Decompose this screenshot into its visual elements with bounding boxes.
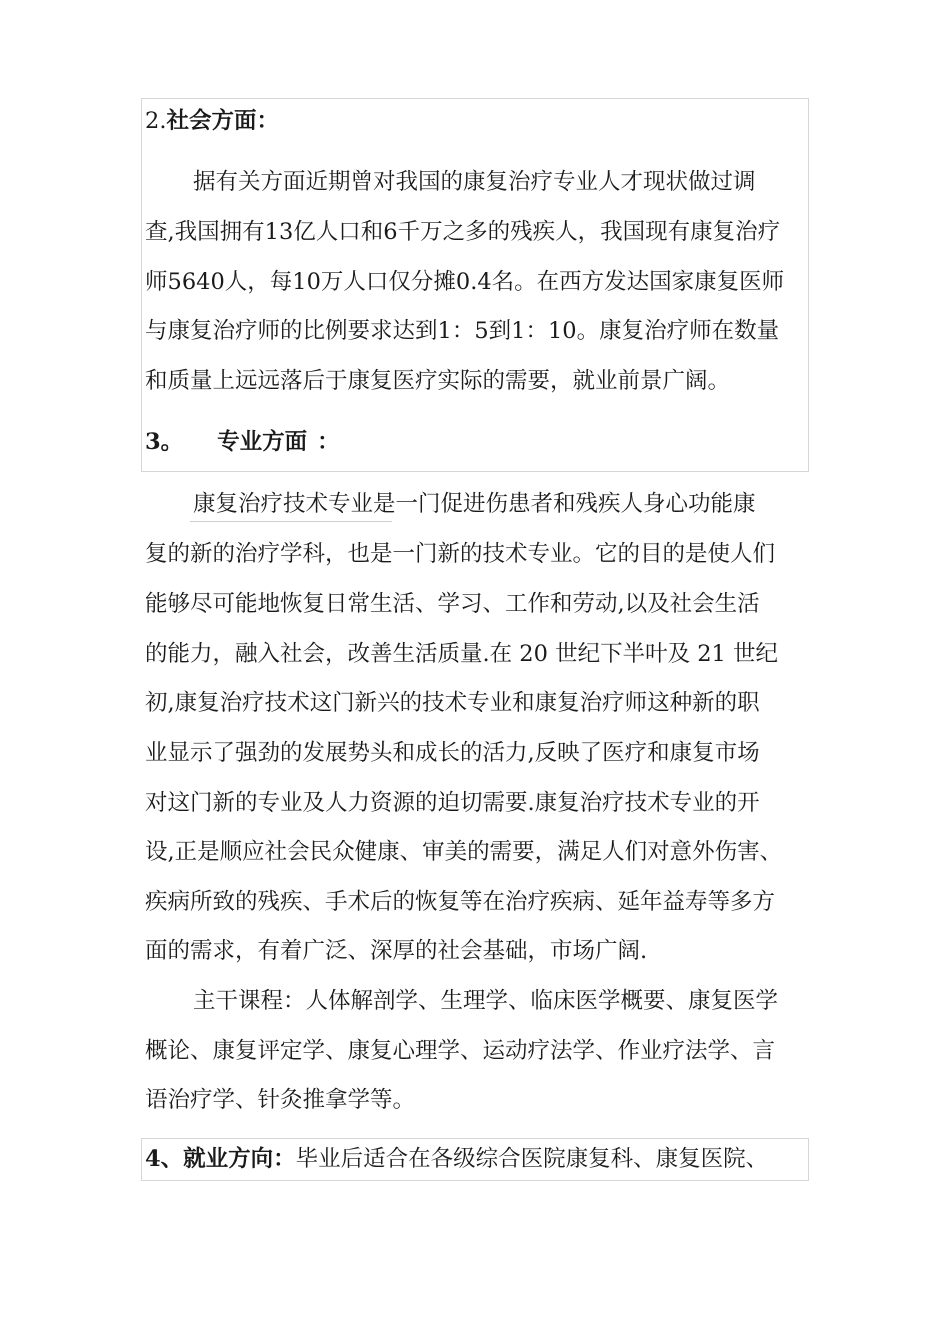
text-underline-fragment [190,521,392,522]
section3-title: 专业方面 [217,429,308,455]
section3-line: 业显示了强劲的发展势头和成长的活力,反映了医疗和康复市场 [145,740,760,766]
section4-text: 毕业后适合在各级综合医院康复科、康复医院、 [295,1146,769,1172]
section3-number: 3。 [145,429,184,455]
courses-line: 主干课程：人体解剖学、生理学、临床医学概要、康复医学 [193,988,779,1014]
section3-line: 能够尽可能地恢复日常生活、学习、工作和劳动,以及社会生活 [145,591,760,617]
section2-line: 和质量上远远落后于康复医疗实际的需要，就业前景广阔。 [145,368,731,394]
section2-line: 与康复治疗师的比例要求达到1：5到1：10。康复治疗师在数量 [145,318,780,344]
courses-line: 概论、康复评定学、康复心理学、运动疗法学、作业疗法学、言 [145,1038,776,1064]
section3-line: 面的需求，有着广泛、深厚的社会基础，市场广阔. [145,938,648,964]
section3-line: 复的新的治疗学科，也是一门新的技术专业。它的目的是使人们 [145,541,776,567]
section3-heading [145,426,340,458]
section2-line: 查,我国拥有13亿人口和6千万之多的残疾人，我国现有康复治疗 [145,219,781,245]
section4-line [145,1143,768,1175]
section2-line: 据有关方面近期曾对我国的康复治疗专业人才现状做过调 [193,169,756,195]
section2-heading [145,105,279,137]
section3-colon: ： [317,429,340,455]
section2-number: 2. [145,108,167,134]
courses-line: 语治疗学、针灸推拿学等。 [145,1087,416,1113]
section3-line: 设,正是顺应社会民众健康、审美的需要，满足人们对意外伤害、 [145,839,783,865]
section2-line: 师5640人，每10万人口仅分摊0.4名。在西方发达国家康复医师 [145,269,785,295]
section3-line: 对这门新的专业及人力资源的迫切需要.康复治疗技术专业的开 [145,790,760,816]
section3-line: 的能力，融入社会，改善生活质量.在 20 世纪下半叶及 21 世纪 [145,641,779,667]
section4-title: 4、就业方向： [145,1146,296,1172]
section3-line: 康复治疗技术专业是一门促进伤患者和残疾人身心功能康 [193,491,756,517]
section3-line: 疾病所致的残疾、手术后的恢复等在治疗疾病、延年益寿等多方 [145,889,776,915]
section2-title: 社会方面： [166,108,279,134]
section3-line: 初,康复治疗技术这门新兴的技术专业和康复治疗师这种新的职 [145,690,760,716]
